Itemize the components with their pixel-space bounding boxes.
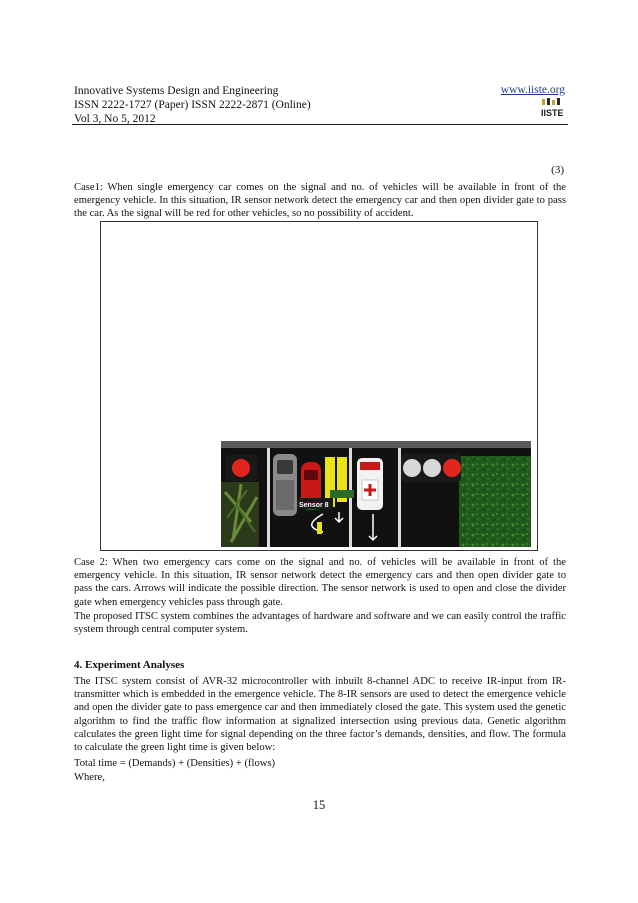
traffic-intersection-image: [101, 222, 537, 550]
journal-issn: ISSN 2222-1727 (Paper) ISSN 2222-2871 (Online): [74, 99, 311, 111]
journal-volume: Vol 3, No 5, 2012: [74, 113, 156, 125]
journal-header: [74, 84, 311, 126]
section-heading: 4. Experiment Analyses: [74, 659, 185, 671]
header-rule: [72, 124, 568, 125]
journal-url-link[interactable]: www.iiste.org: [500, 84, 565, 96]
traffic-figure-frame: [100, 221, 538, 551]
case1-paragraph: Case1: When single emergency car comes on the signal and no. of vehicles will be available in front of the emergency vehicle. In this situation, IR sensor network detect the emergency car and then open divider gate to pass the car. As the signal will be red for other vehicles, so no possibility of accident.: [74, 182, 566, 220]
formula-line: Total time = (Demands) + (Densities) + (flows): [74, 758, 276, 769]
experiment-paragraph: The ITSC system consist of AVR-32 microcontroller with inbuilt 8-channel ADC to receive IR-input from IR-transmitter which is embedded in the emergence vehicle. The 8-IR sensors are used to detect the emergence vehicle and open the divider gate to pass emergence car and then immediately closed the gate. This system used the genetic algorithm to find the traffic flow information at signalized intersection using previous data. Genetic algorithm calculates the green light time for signal depending on the three factor’s demands, densities, and flow. The formula to calculate the green light time is given below:: [74, 676, 566, 754]
sensor-label: Sensor 8: [299, 502, 329, 509]
where-line: Where,: [74, 772, 105, 783]
page-number: 15: [312, 798, 326, 812]
case2-paragraph: Case 2: When two emergency cars come on the signal and no. of vehicles will be available in front of the emergency vehicle. In this situation, IR sensor network detect the emergency cars and then open divider gate to pass the cars. Arrows will indicate the possible direction. The sensor network is used to open and close the divider gate when emergency vehicles pass through gate.: [74, 557, 566, 608]
svg-text:IISTE: IISTE: [541, 108, 563, 118]
iiste-logo-icon: [541, 98, 563, 118]
equation-number: (3): [551, 164, 564, 176]
journal-title: Innovative Systems Design and Engineering: [74, 85, 279, 97]
itsc-paragraph: The proposed ITSC system combines the advantages of hardware and software and we can easily control the traffic system through central computer system.: [74, 611, 566, 636]
